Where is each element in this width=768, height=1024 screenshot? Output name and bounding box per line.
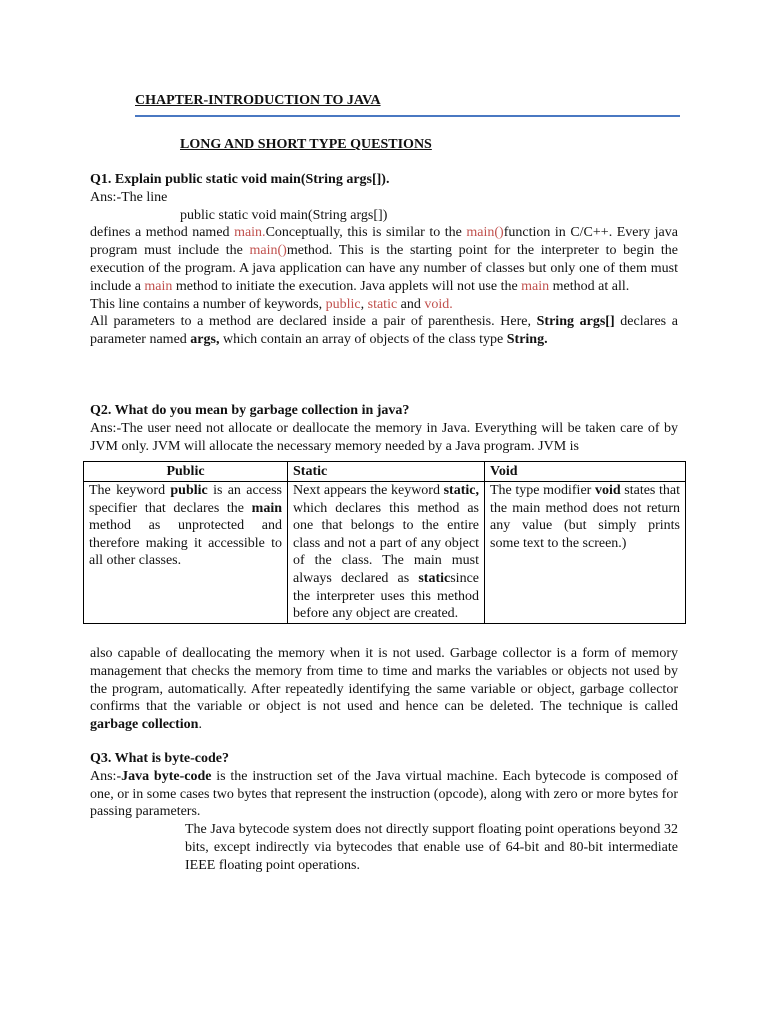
q1-ans-intro: Ans:-The line xyxy=(90,189,168,205)
keywords-table xyxy=(83,461,686,624)
q2-paragraph-2: also capable of deallocating the memory when it is not used. Garbage collector is a form of memory management that checks the memory from time to time and marks the variables or objects not used by the program, automatically. After repeatedly identifying the same variable or object, garbage collector confirms that the variable or object is not used and hence can be deleted. The technique is called garbage collection. xyxy=(90,646,678,733)
chapter-underline-rule xyxy=(135,115,680,117)
q1-code-line: public static void main(String args[]) xyxy=(180,207,388,223)
q2-question: Q2. What do you mean by garbage collection in java? xyxy=(90,403,410,418)
table-row xyxy=(84,482,686,624)
q2-block xyxy=(90,402,678,455)
table-header-void: Void xyxy=(485,462,686,482)
table-header-public: Public xyxy=(84,462,288,482)
table-cell-void: The type modifier void states that the main method does not return any value (but simply prints some text to the screen.) xyxy=(485,482,686,624)
table-cell-public: The keyword public is an access specifier that declares the main method as unprotected and therefore making it accessible to all other classes. xyxy=(84,482,288,624)
q3-paragraph-2: The Java bytecode system does not directly support floating point operations beyond 32 bits, except indirectly via bytecodes that enable use of 64-bit and 80-bit intermediate IEEE floating point operations. xyxy=(185,822,678,873)
q1-paragraph-1: defines a method named main.Conceptually, this is similar to the main()function in C/C++. Every java program must include the main()method. This is the starting point for the interpreter to begin the execution of the program. A java application can have any number of classes but only one of them must include a main method to initiate the execution. Java applets will not use the main method at all. xyxy=(90,225,678,294)
table-header-static: Static xyxy=(288,462,485,482)
q1-paragraph-3: All parameters to a method are declared inside a pair of parenthesis. Here, String args[] declares a parameter named args, which contain an array of objects of the class type String. xyxy=(90,314,678,348)
table-cell-static: Next appears the keyword static, which declares this method as one that belongs to the entire class and not a part of any object of the class. The main must always declared as staticsince the interpreter uses this method before any object are created. xyxy=(288,482,485,624)
q2-paragraph-1: Ans:-The user need not allocate or deallocate the memory in Java. Everything will be taken care of by JVM only. JVM will allocate the necessary memory needed by a Java program. JVM is xyxy=(90,420,678,454)
q3-question: Q3. What is byte-code? xyxy=(90,751,229,766)
chapter-title: CHAPTER-INTRODUCTION TO JAVA xyxy=(135,93,381,108)
section-title: LONG AND SHORT TYPE QUESTIONS xyxy=(180,137,432,152)
q1-question: Q1. Explain public static void main(String args[]). xyxy=(90,172,390,187)
q3-block xyxy=(90,750,678,875)
q3-paragraph-1: Ans:-Java byte-code is the instruction set of the Java virtual machine. Each bytecode is composed of one, or in some cases two bytes that represent the instruction (opcode), along with zero or more bytes for passing parameters. xyxy=(90,768,678,820)
q1-block xyxy=(90,171,678,349)
table-header-row xyxy=(84,462,686,482)
q2-continuation xyxy=(90,645,678,734)
q1-paragraph-2: This line contains a number of keywords, public, static and void. xyxy=(90,296,453,312)
